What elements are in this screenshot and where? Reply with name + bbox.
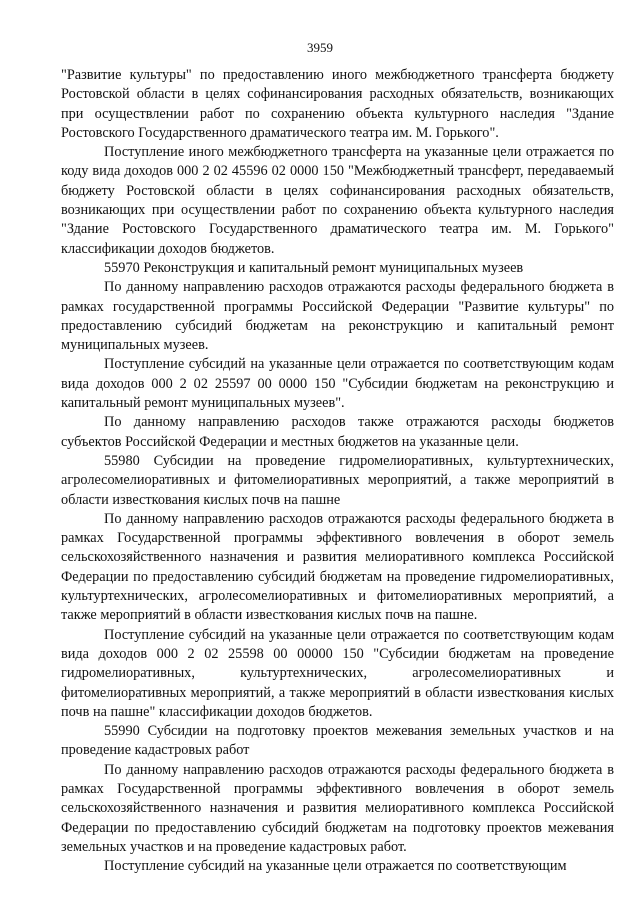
page-number: 3959 bbox=[307, 40, 333, 55]
section-heading: 55990 Субсидии на подготовку проектов межевания земельных участков и на проведение кадастровых работ bbox=[61, 723, 614, 759]
paragraph: Поступление субсидий на указанные цели отражается по соответствующим кодам вида доходов 000 2 02 25598 00 00000 150 "Субсидии бюджетам на проведение гидромелиоративных, культуртехнических, агролесомелиоративных и фитомелиоративных мероприятий, а также мероприятий в области известкования кислых почв на пашне" классификации доходов бюджетов. bbox=[61, 626, 614, 720]
paragraph: По данному направлению расходов отражаются расходы федерального бюджета в рамках государственной программы Российской Федерации "Развитие культуры" по предоставлению субсидий бюджетам на реконструкцию и капитальный ремонт муниципальных музеев. bbox=[61, 279, 614, 354]
paragraph: Поступление иного межбюджетного трансферта на указанные цели отражается по коду вида доходов 000 2 02 45596 02 0000 150 "Межбюджетный трансферт, передаваемый бюджету Ростовской области в целях софинансирования расходных обязательств, возникающих при осуществлении работ по сохранению объекта культурного наследия "Здание Ростовского Государственного драматического театра им. М. Горького" классификации доходов бюджетов. bbox=[61, 144, 614, 257]
paragraph: По данному направлению расходов отражаются расходы федерального бюджета в рамках Государственной программы эффективного вовлечения в оборот земель сельскохозяйственного назначения и развития мелиоративного комплекса Российской Федерации по предоставлению субсидий бюджетам на проведение гидромелиоративных, культуртехнических, агролесомелиоративных и фитомелиоративных мероприятий, а также мероприятий в области известкования кислых почв на пашне. bbox=[61, 510, 614, 624]
section-heading: 55980 Субсидии на проведение гидромелиоративных, культуртехнических, агролесомелиоративных и фитомелиоративных мероприятий, а также мероприятий в области известкования кислых почв на пашне bbox=[61, 452, 614, 508]
paragraph: По данному направлению расходов отражаются расходы федерального бюджета в рамках Государственной программы эффективного вовлечения в оборот земель сельскохозяйственного назначения и развития мелиоративного комплекса Российской Федерации по предоставлению субсидий бюджетам на подготовку проектов межевания земельных участков и на проведение кадастровых работ. bbox=[61, 761, 614, 855]
document-body bbox=[61, 66, 614, 876]
section-heading: 55970 Реконструкция и капитальный ремонт муниципальных музеев bbox=[104, 259, 524, 276]
paragraph: Поступление субсидий на указанные цели отражается по соответствующим bbox=[104, 858, 567, 875]
paragraph: Поступление субсидий на указанные цели отражается по соответствующим кодам вида доходов 000 2 02 25597 00 0000 150 "Субсидии бюджетам на реконструкцию и капитальный ремонт муниципальных музеев". bbox=[61, 356, 614, 412]
paragraph: По данному направлению расходов также отражаются расходы бюджетов субъектов Российской Федерации и местных бюджетов на указанные цели. bbox=[61, 414, 614, 450]
paragraph: "Развитие культуры" по предоставлению иного межбюджетного трансферта бюджету Ростовской области в целях софинансирования расходных обязательств, возникающих при осуществлении работ по сохранению объекта культурного наследия "Здание Ростовского Государственного драматического театра им. М. Горького". bbox=[61, 67, 614, 141]
